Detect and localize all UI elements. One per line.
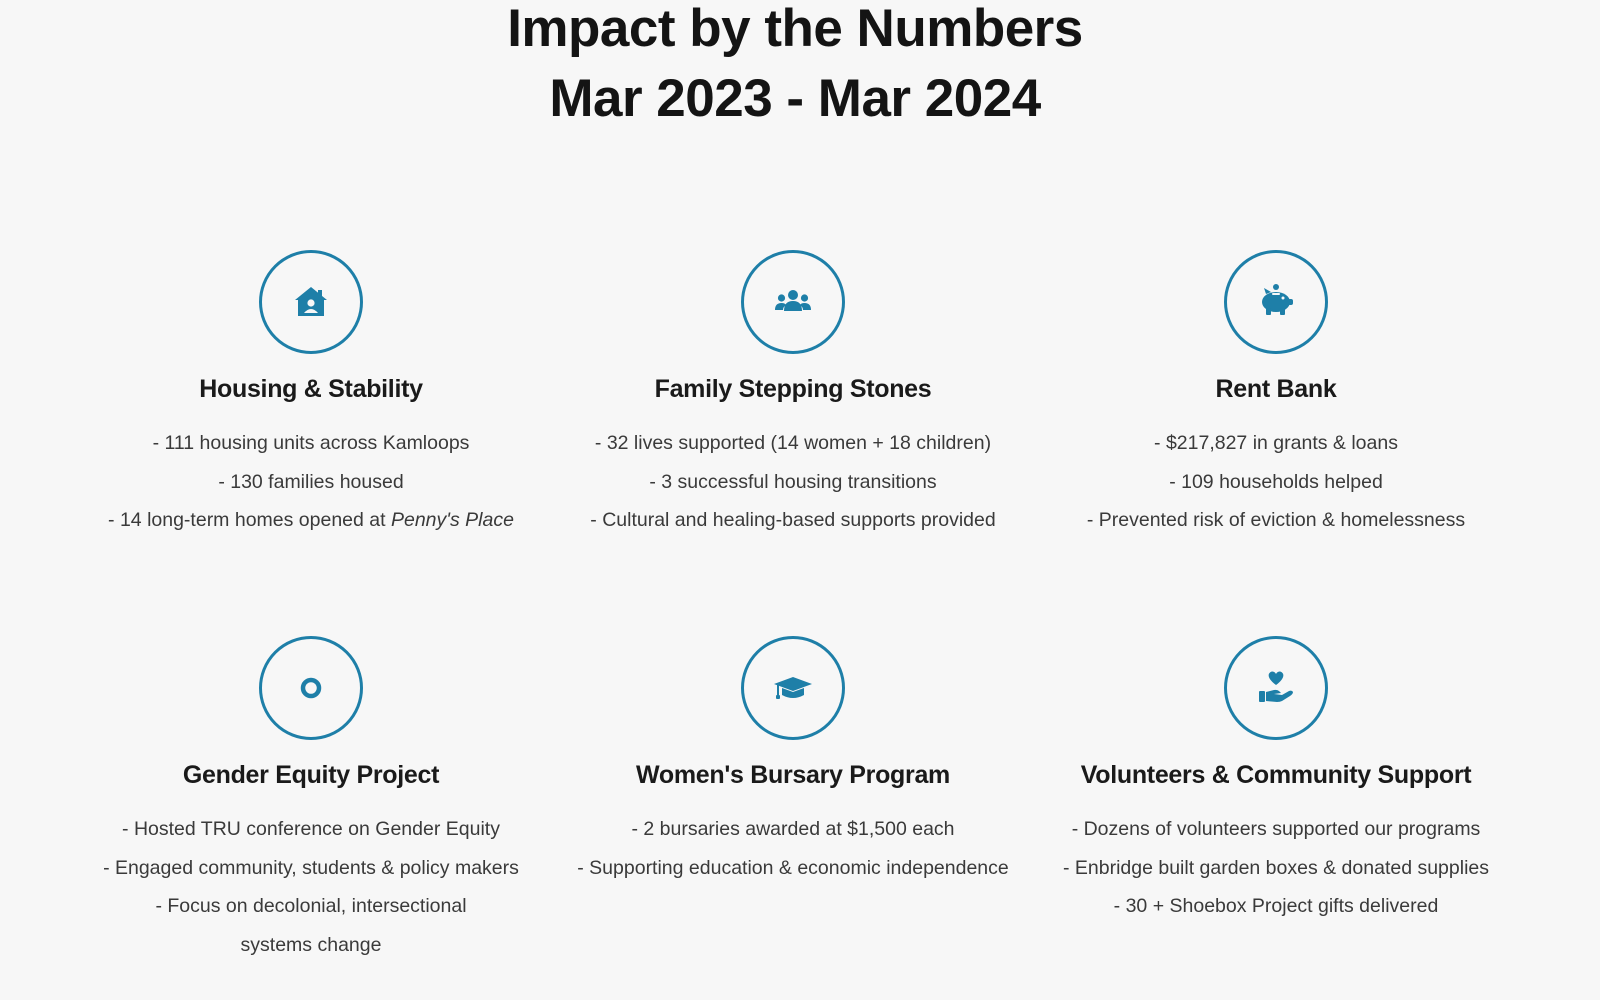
card-volunteers-community-support	[1041, 636, 1511, 926]
list-item: - 130 families housed	[218, 470, 404, 493]
list-item: - 32 lives supported (14 women + 18 children)	[594, 432, 992, 454]
page-title-line-1: Impact by the Numbers	[507, 0, 1083, 58]
card-lines	[558, 424, 1028, 540]
card-lines	[558, 810, 1028, 887]
list-item: - Focus on decolonial, intersectional systems change	[155, 895, 467, 956]
card-lines	[1041, 810, 1511, 926]
list-item: - Hosted TRU conference on Gender Equity	[122, 818, 500, 840]
ring-icon	[259, 636, 363, 740]
pennys-place-link-text: Penny's Place	[390, 509, 514, 531]
card-gender-equity-project	[76, 636, 546, 964]
list-item: - 111 housing units across Kamloops	[152, 432, 470, 454]
card-title: Women's Bursary Program	[636, 761, 950, 789]
list-item	[76, 501, 546, 540]
graduation-cap-icon	[741, 636, 845, 740]
list-item-text: - 14 long-term homes opened at	[108, 509, 391, 531]
card-rent-bank	[1041, 250, 1511, 540]
list-item: - 109 households helped	[1169, 470, 1383, 493]
card-womens-bursary-program	[558, 636, 1028, 887]
list-item: - Prevented risk of eviction & homelessness	[1086, 509, 1466, 531]
card-title: Family Stepping Stones	[654, 375, 932, 403]
card-title: Rent Bank	[1215, 375, 1337, 403]
list-item: - 2 bursaries awarded at $1,500 each	[631, 818, 955, 840]
house-person-icon	[259, 250, 363, 354]
card-lines	[76, 424, 546, 540]
list-item: - Engaged community, students & policy makers	[103, 856, 519, 879]
card-housing-stability	[76, 250, 546, 540]
people-group-icon	[741, 250, 845, 354]
card-family-stepping-stones	[558, 250, 1028, 540]
card-lines	[1041, 424, 1511, 540]
card-title: Gender Equity Project	[182, 761, 440, 789]
card-lines	[76, 810, 546, 964]
page-title	[0, 0, 1590, 134]
list-item: - $217,827 in grants & loans	[1154, 432, 1398, 454]
list-item: - Enbridge built garden boxes & donated supplies	[1062, 856, 1490, 879]
hand-heart-icon	[1224, 636, 1328, 740]
card-title: Housing & Stability	[199, 375, 423, 403]
list-item: - Supporting education & economic independence	[577, 856, 1009, 879]
list-item: - 3 successful housing transitions	[649, 470, 937, 493]
list-item: - Dozens of volunteers supported our programs	[1071, 818, 1481, 840]
page-title-line-2: Mar 2023 - Mar 2024	[549, 69, 1041, 128]
list-item: - 30 + Shoebox Project gifts delivered	[1113, 895, 1439, 917]
piggy-bank-icon	[1224, 250, 1328, 354]
list-item: - Cultural and healing-based supports provided	[590, 509, 996, 531]
card-title: Volunteers & Community Support	[1080, 761, 1472, 789]
